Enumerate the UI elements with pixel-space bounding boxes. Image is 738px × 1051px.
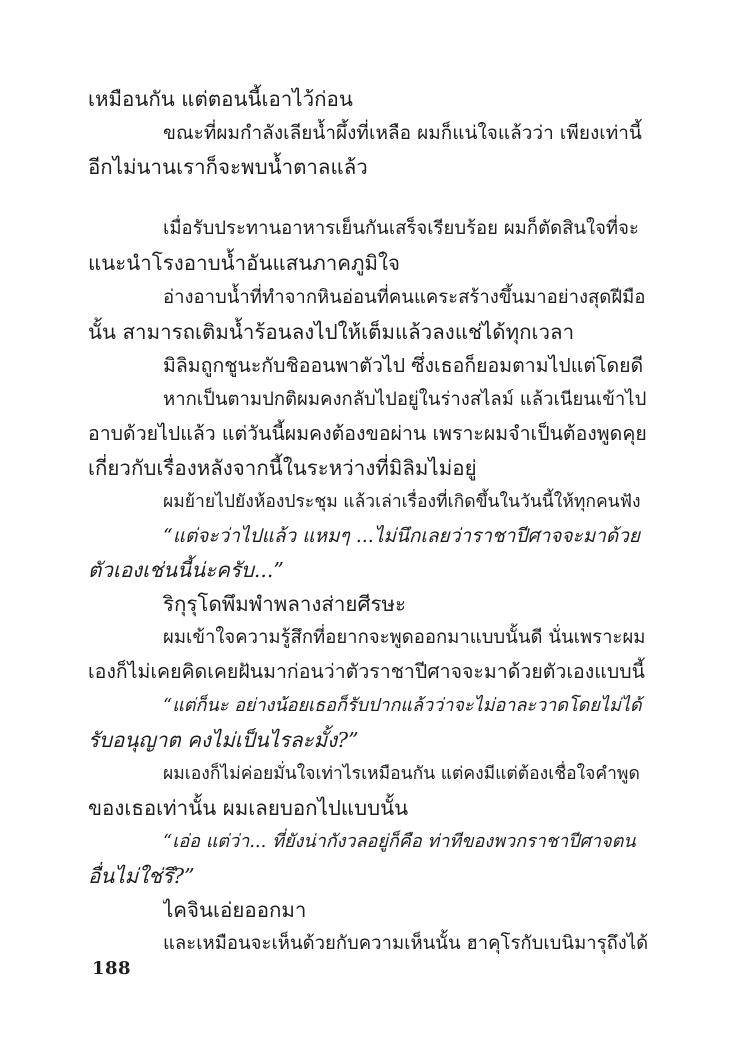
dialogue-line: ตัวเองเช่นนี้น่ะครับ...” [88, 558, 284, 582]
text-line: นั้น สามารถเติมน้ำร้อนลงไปให้เต็มแล้วลงแช่ได้ทุกเวลา [88, 320, 575, 344]
text-line: และเหมือนจะเห็นด้วยกับความเห็นนั้น ฮาคุโรกับเบนิมารุถึงได้ [163, 933, 648, 954]
text-line: ขณะที่ผมกำลังเลียน้ำผึ้งที่เหลือ ผมก็แน่ใจแล้วว่า เพียงเท่านี้ [163, 122, 642, 144]
dialogue-line: “แต่จะว่าไปแล้ว แหมๆ ...ไม่นึกเลยว่าราชาปีศาจจะมาด้วย [163, 525, 641, 547]
page-number: 188 [92, 958, 132, 979]
text-line: ไคจินเอ่ยออกมา [163, 898, 307, 922]
text-line: แนะนำโรงอาบน้ำอันแสนภาคภูมิใจ [88, 251, 401, 275]
dialogue-line: รับอนุญาต คงไม่เป็นไรละมั้ง?” [88, 728, 359, 752]
text-line: ผมเองก็ไม่ค่อยมั่นใจเท่าไรเหมือนกัน แต่คงมีแต่ต้องเชื่อใจคำพูด [163, 764, 640, 784]
text-line: ผมย้ายไปยังห้องประชุม แล้วเล่าเรื่องที่เกิดขึ้นในวันนี้ให้ทุกคนฟัง [163, 492, 641, 512]
text-line: เองก็ไม่เคยคิดเคยฝันมาก่อนว่าตัวราชาปีศาจจะมาด้วยตัวเองแบบนี้ [88, 660, 645, 683]
text-line: ริกุรุโดพึมพำพลางส่ายศีรษะ [163, 592, 406, 616]
text-line: เหมือนกัน แต่ตอนนี้เอาไว้ก่อน [88, 87, 353, 111]
text-line: อ่างอาบน้ำที่ทำจากหินอ่อนที่คนแคระสร้างขึ้นมาอย่างสุดฝีมือ [163, 287, 646, 308]
dialogue-line: “เอ่อ แต่ว่า... ที่ยังน่ากังวลอยู่ก็คือ ท่าทีของพวกราชาปีศาจตน [163, 831, 636, 852]
dialogue-line: “แต่ก็นะ อย่างน้อยเธอก็รับปากแล้วว่าจะไม่อาละวาดโดยไม่ได้ [163, 695, 642, 716]
text-line: หากเป็นตามปกติผมคงกลับไปอยู่ในร่างสไลม์ แล้วเนียนเข้าไป [163, 389, 647, 410]
text-line: อีกไม่นานเราก็จะพบน้ำตาลแล้ว [88, 155, 368, 179]
text-line: เกี่ยวกับเรื่องหลังจากนี้ในระหว่างที่มิลิมไม่อยู่ [88, 456, 477, 480]
text-line: อาบด้วยไปแล้ว แต่วันนี้ผมคงต้องขอผ่าน เพราะผมจำเป็นต้องพูดคุย [88, 422, 647, 445]
text-line: ผมเข้าใจความรู้สึกที่อยากจะพูดออกมาแบบนั้นดี นั่นเพราะผม [163, 627, 646, 648]
text-line: มิลิมถูกชูนะกับชิออนพาตัวไป ซึ่งเธอก็ยอมตามไปแต่โดยดี [163, 354, 644, 377]
text-line: เมื่อรับประทานอาหารเย็นกันเสร็จเรียบร้อย ผมก็ตัดสินใจที่จะ [163, 218, 639, 239]
dialogue-line: อื่นไม่ใช่รึ?” [88, 864, 195, 888]
text-line: ของเธอเท่านั้น ผมเลยบอกไปแบบนั้น [88, 796, 409, 820]
